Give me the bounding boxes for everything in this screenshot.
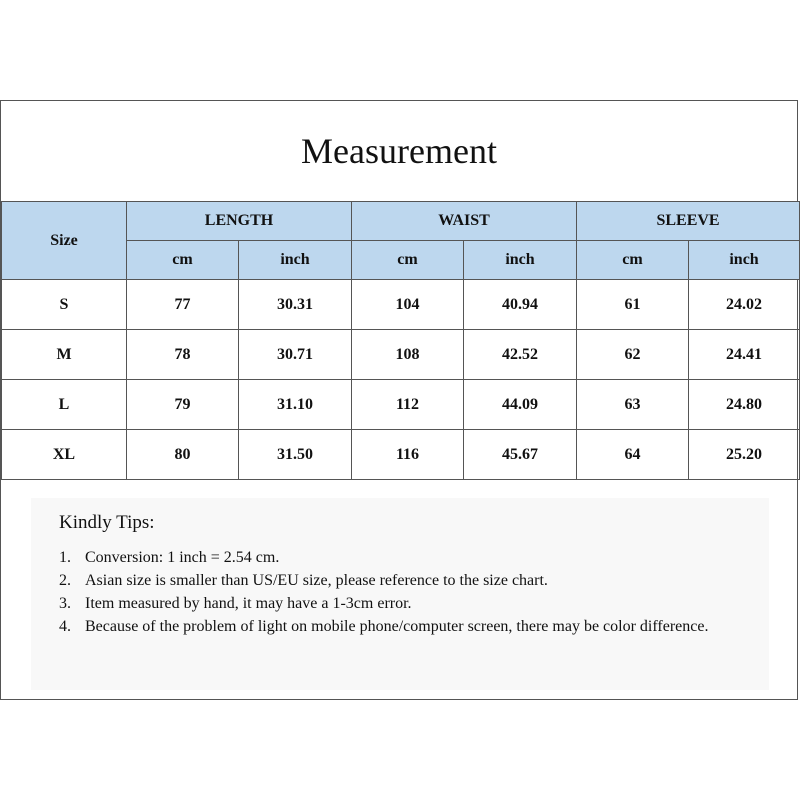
value-cell: 104 bbox=[352, 280, 464, 330]
measurement-card bbox=[0, 100, 798, 700]
value-cell: 31.50 bbox=[239, 430, 352, 480]
unit-header: inch bbox=[464, 241, 577, 280]
value-cell: 61 bbox=[577, 280, 689, 330]
length-group-header: LENGTH bbox=[127, 202, 352, 241]
tips-title: Kindly Tips: bbox=[59, 512, 155, 533]
value-cell: 40.94 bbox=[464, 280, 577, 330]
page-title: Measurement bbox=[301, 131, 497, 171]
unit-header: inch bbox=[239, 241, 352, 280]
tips-box bbox=[31, 498, 769, 690]
value-cell: 30.71 bbox=[239, 330, 352, 380]
size-cell: S bbox=[2, 280, 127, 330]
size-column-header: Size bbox=[2, 202, 127, 280]
table-header-row bbox=[2, 202, 800, 241]
unit-header: cm bbox=[577, 241, 689, 280]
value-cell: 77 bbox=[127, 280, 239, 330]
value-cell: 80 bbox=[127, 430, 239, 480]
waist-group-header: WAIST bbox=[352, 202, 577, 241]
value-cell: 30.31 bbox=[239, 280, 352, 330]
value-cell: 31.10 bbox=[239, 380, 352, 430]
size-cell: L bbox=[2, 380, 127, 430]
list-item bbox=[59, 592, 749, 615]
list-item bbox=[59, 569, 749, 592]
list-text: Because of the problem of light on mobile phone/computer screen, there may be color difference. bbox=[85, 618, 709, 635]
value-cell: 64 bbox=[577, 430, 689, 480]
value-cell: 24.02 bbox=[689, 280, 800, 330]
unit-header: inch bbox=[689, 241, 800, 280]
table-row bbox=[2, 380, 800, 430]
list-number: 1. bbox=[59, 549, 71, 566]
list-text: Asian size is smaller than US/EU size, please reference to the size chart. bbox=[85, 572, 548, 589]
size-cell: M bbox=[2, 330, 127, 380]
value-cell: 42.52 bbox=[464, 330, 577, 380]
list-item bbox=[59, 546, 749, 569]
value-cell: 78 bbox=[127, 330, 239, 380]
value-cell: 63 bbox=[577, 380, 689, 430]
list-item bbox=[59, 615, 749, 638]
value-cell: 24.41 bbox=[689, 330, 800, 380]
list-number: 4. bbox=[59, 618, 71, 635]
list-number: 2. bbox=[59, 572, 71, 589]
tips-list bbox=[59, 546, 749, 638]
value-cell: 62 bbox=[577, 330, 689, 380]
value-cell: 44.09 bbox=[464, 380, 577, 430]
table-row bbox=[2, 430, 800, 480]
value-cell: 79 bbox=[127, 380, 239, 430]
value-cell: 24.80 bbox=[689, 380, 800, 430]
value-cell: 112 bbox=[352, 380, 464, 430]
table-row bbox=[2, 280, 800, 330]
unit-header: cm bbox=[352, 241, 464, 280]
list-text: Conversion: 1 inch = 2.54 cm. bbox=[85, 549, 280, 566]
value-cell: 108 bbox=[352, 330, 464, 380]
value-cell: 45.67 bbox=[464, 430, 577, 480]
list-text: Item measured by hand, it may have a 1-3cm error. bbox=[85, 595, 412, 612]
size-cell: XL bbox=[2, 430, 127, 480]
size-table bbox=[1, 201, 800, 480]
sleeve-group-header: SLEEVE bbox=[577, 202, 800, 241]
value-cell: 116 bbox=[352, 430, 464, 480]
table-row bbox=[2, 330, 800, 380]
unit-header: cm bbox=[127, 241, 239, 280]
value-cell: 25.20 bbox=[689, 430, 800, 480]
list-number: 3. bbox=[59, 595, 71, 612]
